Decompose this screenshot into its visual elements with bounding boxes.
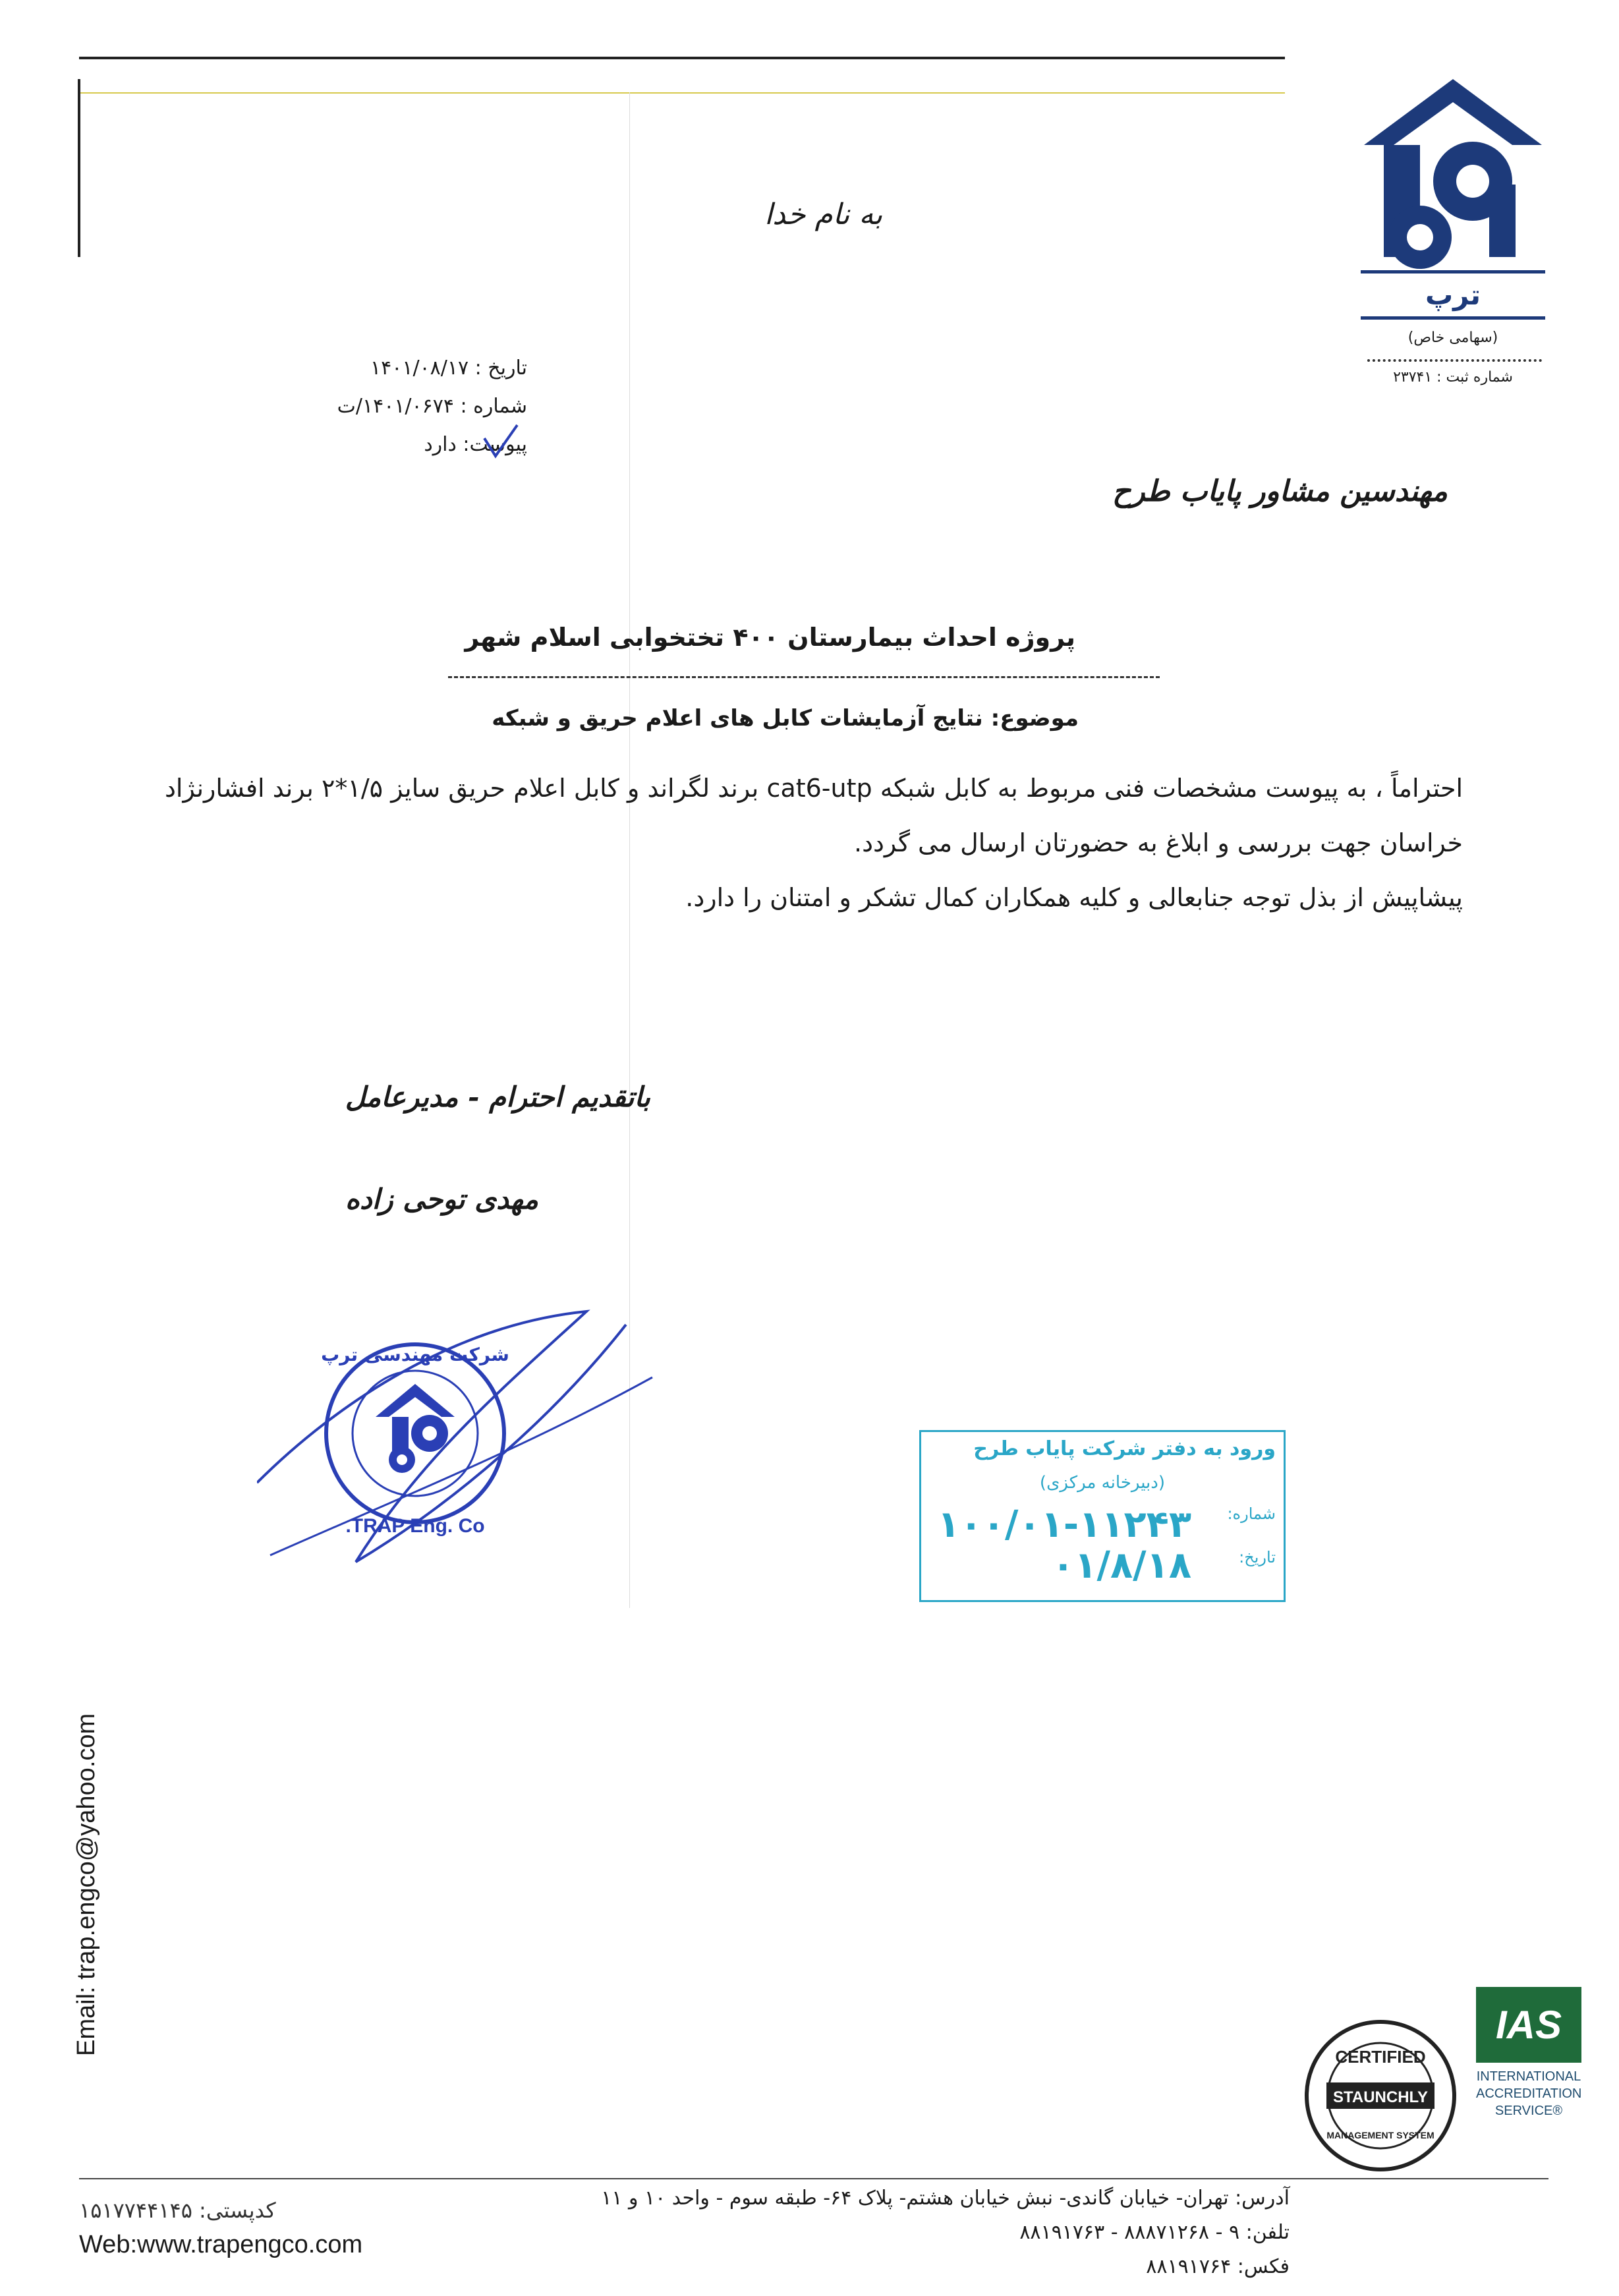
certified-middle-text: STAUNCHLY xyxy=(1332,2088,1429,2106)
header-border-line xyxy=(79,57,1285,59)
left-border-line xyxy=(78,79,80,257)
fax-text: فکس: ۸۸۱۹۱۷۶۴ xyxy=(1146,2255,1290,2278)
stamp-text-fa: شرکت مهندسی ترپ xyxy=(321,1344,509,1365)
certified-badge xyxy=(1301,2017,1460,2175)
company-stamp xyxy=(257,1285,666,1595)
letter-body xyxy=(165,761,1463,925)
svg-text:ترپ: ترپ xyxy=(1425,279,1481,311)
ias-badge xyxy=(1476,1987,1581,2165)
trap-logo-icon xyxy=(1357,72,1548,323)
ias-caption xyxy=(1476,2068,1581,2119)
dashed-divider xyxy=(448,676,1160,678)
project-title: پروژه احداث بیمارستان ۴۰۰ تختخوابی اسلام شهر xyxy=(465,623,1075,652)
ias-line: SERVICE® xyxy=(1494,2104,1563,2118)
ias-logo: IAS xyxy=(1476,1987,1581,2063)
registry-subtitle: (دبیرخانه مرکزی) xyxy=(1039,1473,1165,1493)
letter-date: تاریخ : ۱۴۰۱/۰۸/۱۷ xyxy=(370,357,527,380)
header-accent-line xyxy=(79,92,1285,94)
checkmark-icon xyxy=(481,422,521,461)
basmala-heading: به نام خدا xyxy=(764,198,883,231)
address-text: آدرس: تهران- خیابان گاندی- نبش خیابان هشتم- پلاک ۶۴- طبقه سوم - واحد ۱۰ و ۱۱ xyxy=(601,2187,1290,2210)
body-paragraph: پیشاپیش از بذل توجه جنابعالی و کلیه همکاران کمال تشکر و امتنان را دارد. xyxy=(685,883,1463,912)
footer-divider xyxy=(79,2178,1548,2179)
ias-line: ACCREDITATION xyxy=(1476,2086,1582,2101)
letter-attachment: پیوست: دارد xyxy=(424,433,527,456)
registry-number-label: شماره: xyxy=(1227,1505,1276,1523)
phone-text: تلفن: ۹ - ۸۸۸۷۱۲۶۸ - ۸۸۱۹۱۷۶۳ xyxy=(1019,2221,1290,2244)
postal-code: کدپستی: ۱۵۱۷۷۴۴۱۴۵ xyxy=(79,2198,276,2223)
company-logo xyxy=(1357,72,1548,323)
ias-line: INTERNATIONAL xyxy=(1476,2069,1581,2084)
recipient: مهندسین مشاور پایاب طرح xyxy=(1112,474,1448,508)
registry-number: ۱۰۰/۰۱-۱۱۲۴۳ xyxy=(937,1503,1191,1546)
certified-top-text: CERTIFIED xyxy=(1335,2047,1426,2067)
letter-number: شماره : ۱۴۰۱/۰۶۷۴/ت xyxy=(337,395,527,418)
letter-subject: موضوع: نتایج آزمایشات کابل های اعلام حریق و شبکه xyxy=(492,705,1079,732)
stamp-text-en: TRAP Eng. Co. xyxy=(345,1515,485,1537)
dotted-divider xyxy=(1367,359,1542,362)
registry-title: ورود به دفتر شرکت پایاب طرح xyxy=(973,1437,1276,1460)
website: Web:www.trapengco.com xyxy=(79,2231,363,2258)
closing-line: باتقدیم احترام - مدیرعامل xyxy=(345,1081,650,1113)
registry-date-label: تاریخ: xyxy=(1239,1548,1276,1566)
registry-date: ۰۱/۸/۱۸ xyxy=(1052,1544,1191,1587)
certified-bottom-text: MANAGEMENT SYSTEM xyxy=(1326,2130,1434,2140)
company-type: (سهامی خاص) xyxy=(1407,330,1498,346)
body-paragraph: احتراماً ، به پیوست مشخصات فنی مربوط به کابل شبکه cat6-utp برند لگراند و کابل اعلام حریق سایز ۱/۵*۲ برند افشارنژاد خراسان جهت بررسی و ابلاغ به حضورتان ارسال می گردد. xyxy=(165,774,1463,857)
signer-name: مهدی توحی زاده xyxy=(345,1183,538,1215)
registry-stamp xyxy=(919,1430,1286,1602)
registration-number: شماره ثبت : ۲۳۷۴۱ xyxy=(1393,369,1513,386)
footer-address-block xyxy=(601,2181,1290,2284)
email-address: Email: trap.engco@yahoo.com xyxy=(72,1713,100,2056)
